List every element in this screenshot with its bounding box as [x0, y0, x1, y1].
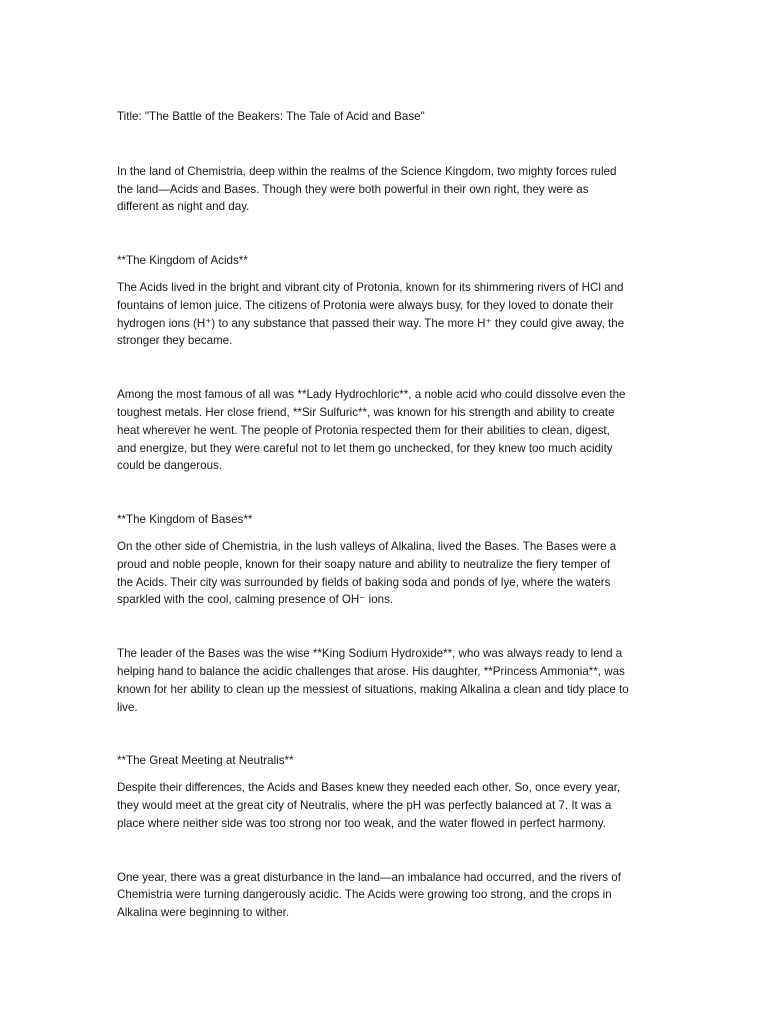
intro-paragraph: In the land of Chemistria, deep within the realms of the Science Kingdom, two mighty forces ruled the land—Acids and Bases. Though they were both powerful in their own right, they were as different as night and day. [117, 164, 617, 214]
acids-paragraph-1: The Acids lived in the bright and vibrant city of Protonia, known for its shimmering rivers of HCl and fountains of lemon juice. The citizens of Protonia were always busy, for they loved to donate their hydrogen ions (H⁺) to any substance that passed their way. The more H⁺ they could give away, the stronger they became. [117, 280, 625, 348]
section-heading-bases: **The Kingdom of Bases** [117, 513, 253, 527]
section-heading-meeting: **The Great Meeting at Neutralis** [117, 754, 294, 768]
bases-paragraph-2: The leader of the Bases was the wise **King Sodium Hydroxide**, who was always ready to lend a helping hand to balance the acidic challenges that arose. His daughter, **Princess Ammonia**, was known for her ability to clean up the messiest of situations, making Alkalina a clean and tidy place to live. [117, 647, 629, 714]
meeting-paragraph-2: One year, there was a great disturbance in the land—an imbalance had occurred, and the rivers of Chemistria were turning dangerously acidic. The Acids were growing too strong, and the crops in Alkalina were beginning to wither. [117, 870, 621, 920]
document-title: Title: "The Battle of the Beakers: The Tale of Acid and Base" [117, 110, 425, 123]
document-page [117, 108, 652, 922]
acids-paragraph-2: Among the most famous of all was **Lady Hydrochloric**, a noble acid who could dissolve even the toughest metals. Her close friend, **Sir Sulfuric**, was known for his strength and ability to create heat wherever he went. The people of Protonia respected them for their abilities to clean, digest, and energize, but they were careful not to let them go unchecked, for they knew too much acidity could be dangerous. [117, 388, 626, 473]
section-heading-acids: **The Kingdom of Acids** [117, 254, 248, 268]
meeting-paragraph-1: Despite their differences, the Acids and Bases knew they needed each other. So, once every year, they would meet at the great city of Neutralis, where the pH was perfectly balanced at 7. It was a place where neither side was too strong nor too weak, and the water flowed in perfect harmony. [117, 781, 621, 830]
bases-paragraph-1: On the other side of Chemistria, in the lush valleys of Alkalina, lived the Bases. The Bases were a proud and noble people, known for their soapy nature and ability to neutralize the fiery temper of the Acids. Their city was surrounded by fields of baking soda and ponds of lye, where the waters sparkled with the cool, calming presence of OH⁻ ions. [117, 539, 617, 607]
